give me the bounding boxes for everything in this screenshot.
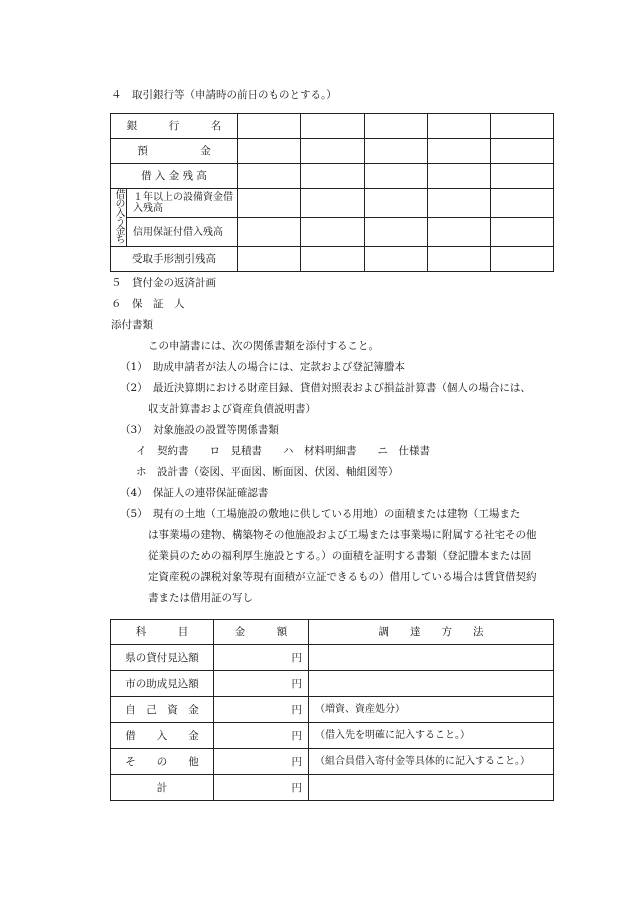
yen-unit: 円	[214, 723, 309, 749]
cell	[238, 139, 301, 164]
row-label: 市の助成見込額	[111, 671, 214, 697]
cell	[428, 218, 491, 247]
cell	[301, 189, 365, 218]
table-row	[111, 749, 554, 775]
row-note	[309, 671, 554, 697]
cell	[428, 114, 491, 139]
attachment-item-3-sub2: ホ 設計書（姿図、平面図、断面図、伏図、軸組図等）	[136, 466, 399, 478]
header-method: 調 達 方 法	[309, 620, 554, 645]
row-label: そ の 他	[111, 749, 214, 775]
table-row	[111, 697, 554, 723]
cell	[491, 218, 554, 247]
cell	[301, 164, 365, 189]
attachment-item-2-cont: 収支計算書および資産負債説明書）	[148, 403, 316, 415]
cell	[301, 114, 365, 139]
cell	[365, 218, 428, 247]
cell	[365, 189, 428, 218]
row-note: （組合員借入寄付金等具体的に記入すること。）	[309, 749, 554, 775]
attachment-item-5-cont4: 書または借用証の写し	[148, 592, 253, 604]
bank-table	[110, 113, 554, 272]
cell	[301, 139, 365, 164]
cell	[491, 114, 554, 139]
cell	[428, 247, 491, 272]
group-label: 借の入う金ち	[113, 189, 124, 243]
cell	[428, 164, 491, 189]
equipment-loan-label: １年以上の設備資金借入残高	[127, 189, 238, 218]
attachment-item-4: （4） 保証人の連帯保証確認書	[120, 487, 269, 499]
yen-unit: 円	[214, 749, 309, 775]
section-6-title: ６ 保 証 人	[111, 298, 185, 310]
row-label: 計	[111, 775, 214, 801]
cell	[365, 114, 428, 139]
attachment-item-5: （5） 現有の土地（工場施設の敷地に供している用地）の面積または建物（工場また	[120, 508, 521, 520]
cell	[491, 164, 554, 189]
yen-unit: 円	[214, 671, 309, 697]
yen-unit: 円	[214, 645, 309, 671]
row-note: （増資、資産処分）	[309, 697, 554, 723]
cell	[301, 247, 365, 272]
cell	[238, 247, 301, 272]
cell	[365, 164, 428, 189]
attachment-item-5-cont3: 定資産税の課税対象等現有面積が立証できるもの）借用している場合は賃貸借契約	[148, 571, 537, 583]
attachment-item-5-cont1: は事業場の建物、構築物その他施設および工場または事業場に附属する社宅その他	[148, 529, 537, 541]
attachments-heading: 添付書類	[111, 319, 153, 331]
row-note	[309, 775, 554, 801]
section-4-title: ４ 取引銀行等（申請時の前日のものとする。）	[111, 89, 337, 101]
attachment-item-5-cont2: 従業員のための福利厚生施設とする。）の面積を証明する書類（登記謄本または固	[148, 550, 532, 562]
funding-table	[110, 619, 554, 801]
table-row	[111, 775, 554, 801]
bank-name-label: 銀 行 名	[111, 114, 238, 139]
cell	[365, 247, 428, 272]
cell	[428, 189, 491, 218]
row-note	[309, 645, 554, 671]
cell	[491, 189, 554, 218]
deposit-label: 預 金	[111, 139, 238, 164]
cell	[491, 247, 554, 272]
attachment-item-1: （1） 助成申請者が法人の場合には、定款および登記簿謄本	[120, 361, 405, 373]
yen-unit: 円	[214, 775, 309, 801]
cell	[491, 139, 554, 164]
cell	[238, 218, 301, 247]
table-row	[111, 645, 554, 671]
row-label: 借 入 金	[111, 723, 214, 749]
cell	[301, 218, 365, 247]
section-5-title: ５ 貸付金の返済計画	[111, 277, 216, 289]
bill-discount-label: 受取手形割引残高	[111, 247, 238, 272]
group-label-cell	[111, 189, 127, 247]
header-amount: 金 額	[214, 620, 309, 645]
loan-balance-label: 借 入 金 残 高	[111, 164, 238, 189]
guaranteed-loan-label: 信用保証付借入残高	[127, 218, 238, 247]
table-row	[111, 723, 554, 749]
row-note: （借入先を明確に記入すること。）	[309, 723, 554, 749]
cell	[238, 114, 301, 139]
row-label: 県の貸付見込額	[111, 645, 214, 671]
row-label: 自 己 資 金	[111, 697, 214, 723]
cell	[238, 189, 301, 218]
attachment-item-2: （2） 最近決算期における財産目録、貸借対照表および損益計算書（個人の場合には、	[120, 382, 531, 394]
cell	[238, 164, 301, 189]
attachments-intro: この申請書には、次の関係書類を添付すること。	[148, 340, 379, 352]
table-row	[111, 671, 554, 697]
yen-unit: 円	[214, 697, 309, 723]
header-subject: 科 目	[111, 620, 214, 645]
attachment-item-3: （3） 対象施設の設置等関係書類	[120, 424, 279, 436]
cell	[365, 139, 428, 164]
attachment-item-3-sub1: イ 契約書 ロ 見積書 ハ 材料明細書 ニ 仕様書	[136, 445, 430, 457]
cell	[428, 139, 491, 164]
